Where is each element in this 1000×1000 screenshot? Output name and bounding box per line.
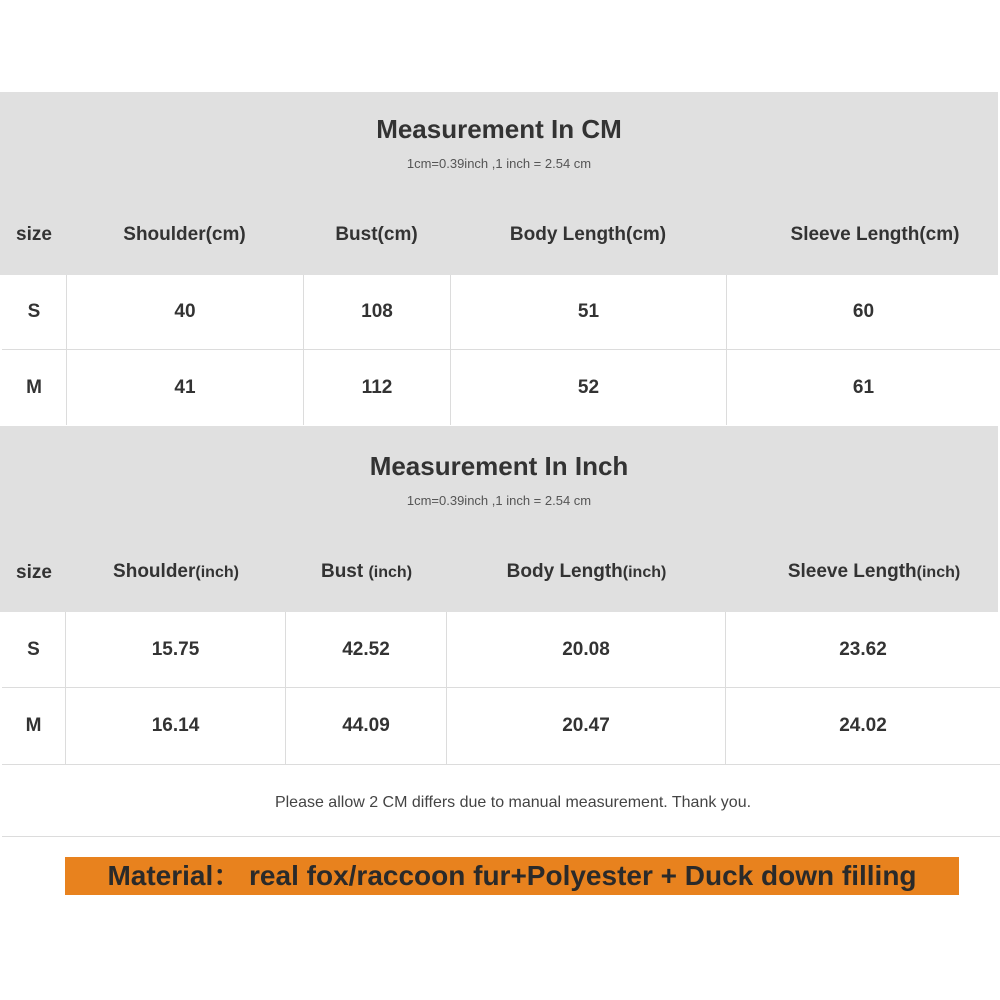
inch-s-size: S	[2, 612, 66, 687]
cm-s-sleeve-length: 60	[852, 301, 875, 322]
cm-header-sleeve-length: Sleeve Length(cm)	[790, 224, 960, 245]
inch-s-body-length: 20.08	[447, 612, 726, 687]
inch-header-body-length	[447, 561, 726, 583]
inch-header-sleeve-length-unit: (inch)	[916, 564, 961, 581]
cm-header-size: size	[16, 224, 52, 245]
cm-m-sleeve-length: 61	[852, 376, 875, 398]
inch-s-sleeve-length: 23.62	[839, 638, 887, 660]
inch-m-bust: 44.09	[286, 688, 447, 764]
inch-header-bust-unit: (inch)	[368, 564, 413, 581]
cm-s-bust: 108	[304, 275, 451, 349]
table-row	[2, 350, 1000, 425]
cm-header-bust: Bust(cm)	[335, 224, 418, 245]
cm-header-shoulder: Shoulder(cm)	[123, 224, 246, 245]
inch-header-bust	[286, 561, 447, 583]
inch-table-title: Measurement In Inch	[369, 451, 629, 481]
table-row	[2, 612, 1000, 688]
cm-table-subtitle: 1cm=0.39inch ,1 inch = 2.54 cm	[406, 156, 592, 171]
inch-m-shoulder: 16.14	[66, 688, 286, 764]
inch-header-size	[2, 562, 66, 584]
cm-m-bust: 112	[304, 350, 451, 425]
inch-header-sleeve-length-label: Sleeve Length	[787, 561, 917, 582]
inch-header-shoulder-unit: (inch)	[195, 564, 239, 581]
measurement-note: Please allow 2 CM differs due to manual measurement. Thank you.	[274, 794, 752, 811]
cm-s-shoulder: 40	[67, 275, 304, 349]
cm-m-body-length: 52	[451, 350, 727, 425]
inch-m-size: M	[2, 688, 66, 764]
table-row	[2, 275, 1000, 350]
inch-s-bust: 42.52	[286, 612, 447, 687]
cm-header-body-length: Body Length(cm)	[509, 224, 667, 245]
inch-header-body-length-label: Body Length	[506, 561, 623, 582]
cm-table-title: Measurement In CM	[376, 114, 622, 144]
table-row	[2, 688, 1000, 765]
inch-table-subtitle: 1cm=0.39inch ,1 inch = 2.54 cm	[406, 493, 592, 508]
inch-m-sleeve-length: 24.02	[839, 715, 887, 736]
note-divider	[2, 836, 1000, 837]
inch-m-body-length: 20.47	[447, 688, 726, 764]
inch-header-bust-label: Bust	[320, 561, 369, 582]
cm-m-shoulder: 41	[67, 350, 304, 425]
inch-header-size-label: size	[16, 562, 52, 583]
cm-s-size: S	[2, 275, 67, 349]
inch-header-sleeve-length	[726, 561, 1000, 583]
cm-s-body-length: 51	[451, 275, 727, 349]
inch-header-shoulder	[66, 561, 286, 583]
inch-s-shoulder: 15.75	[66, 612, 286, 687]
inch-header-shoulder-label: Shoulder	[113, 561, 196, 582]
material-banner: Material： real fox/raccoon fur+Polyester + Duck down filling	[65, 857, 959, 895]
inch-header-body-length-unit: (inch)	[622, 564, 667, 581]
cm-m-size: M	[2, 350, 67, 425]
